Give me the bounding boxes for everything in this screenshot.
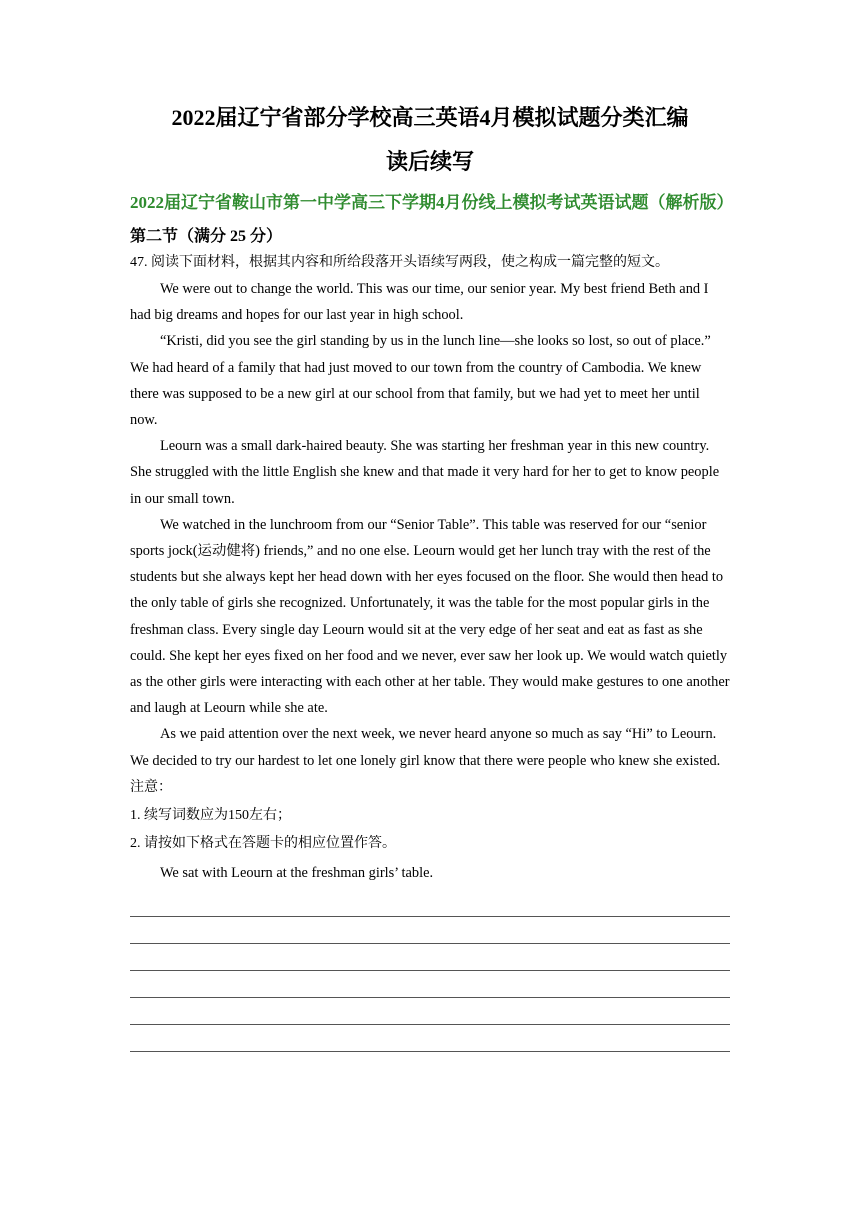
- answer-area: [130, 890, 730, 1052]
- question-instruction: 47. 阅读下面材料，根据其内容和所给段落开头语续写两段，使之构成一篇完整的短文。: [130, 255, 669, 270]
- passage: [130, 276, 730, 774]
- sub-title: 读后续写: [385, 149, 474, 174]
- answer-line: [130, 917, 730, 944]
- continuation-starter: We sat with Leourn at the freshman girls’ table.: [160, 864, 434, 881]
- source-title: 2022届辽宁省鞍山市第一中学高三下学期4月份线上模拟考试英语试题（解析版）: [130, 193, 734, 212]
- passage-paragraph: Leourn was a small dark-haired beauty. She was starting her freshman year in this new country. She struggled with the little English she knew and that made it very hard for her to get to know people in our small town.: [130, 438, 720, 507]
- answer-line: [130, 890, 730, 917]
- notes-label: 注意：: [130, 779, 172, 795]
- passage-paragraph: We watched in the lunchroom from our “Senior Table”. This table was reserved for our “senior sports jock(运动健将) friends,” and no one else. Leourn would get her lunch tray with the rest of the students but she always kept her head down with her eyes focused on the floor. She would then head to the only table of girls she recognized. Unfortunately, it was the table for the most popular girls in the freshman class. Every single day Leourn would sit at the very edge of her seat and eat as fast as she could. She kept her eyes fixed on her food and we never, ever saw her look up. We would watch quietly as the other girls were interacting with each other at her table. They would make gestures to one another and laugh at Leourn while she ate.: [130, 516, 730, 717]
- document-page: [130, 100, 734, 1052]
- answer-line: [130, 944, 730, 971]
- passage-paragraph: As we paid attention over the next week, we never heard anyone so much as say “Hi” to Leourn. We decided to try our hardest to let one lonely girl know that there were people who knew she existed.: [130, 726, 721, 769]
- main-title: 2022届辽宁省部分学校高三英语4月模拟试题分类汇编: [171, 105, 689, 130]
- notes: [130, 774, 730, 858]
- answer-line: [130, 971, 730, 998]
- passage-paragraph: “Kristi, did you see the girl standing by us in the lunch line—she looks so lost, so out of place.” We had heard of a family that had just moved to our town from the country of Cambodia. We knew there was supposed to be a new girl at our school from that family, but we had yet to meet her until now.: [130, 333, 711, 429]
- note-item: 1. 续写词数应为150左右；: [130, 807, 291, 823]
- section-heading: 第二节（满分 25 分）: [130, 228, 283, 245]
- note-item: 2. 请按如下格式在答题卡的相应位置作答。: [130, 835, 396, 851]
- answer-line: [130, 998, 730, 1025]
- passage-paragraph: We were out to change the world. This was our time, our senior year. My best friend Beth and I had big dreams and hopes for our last year in high school.: [130, 281, 709, 324]
- answer-line: [130, 1025, 730, 1052]
